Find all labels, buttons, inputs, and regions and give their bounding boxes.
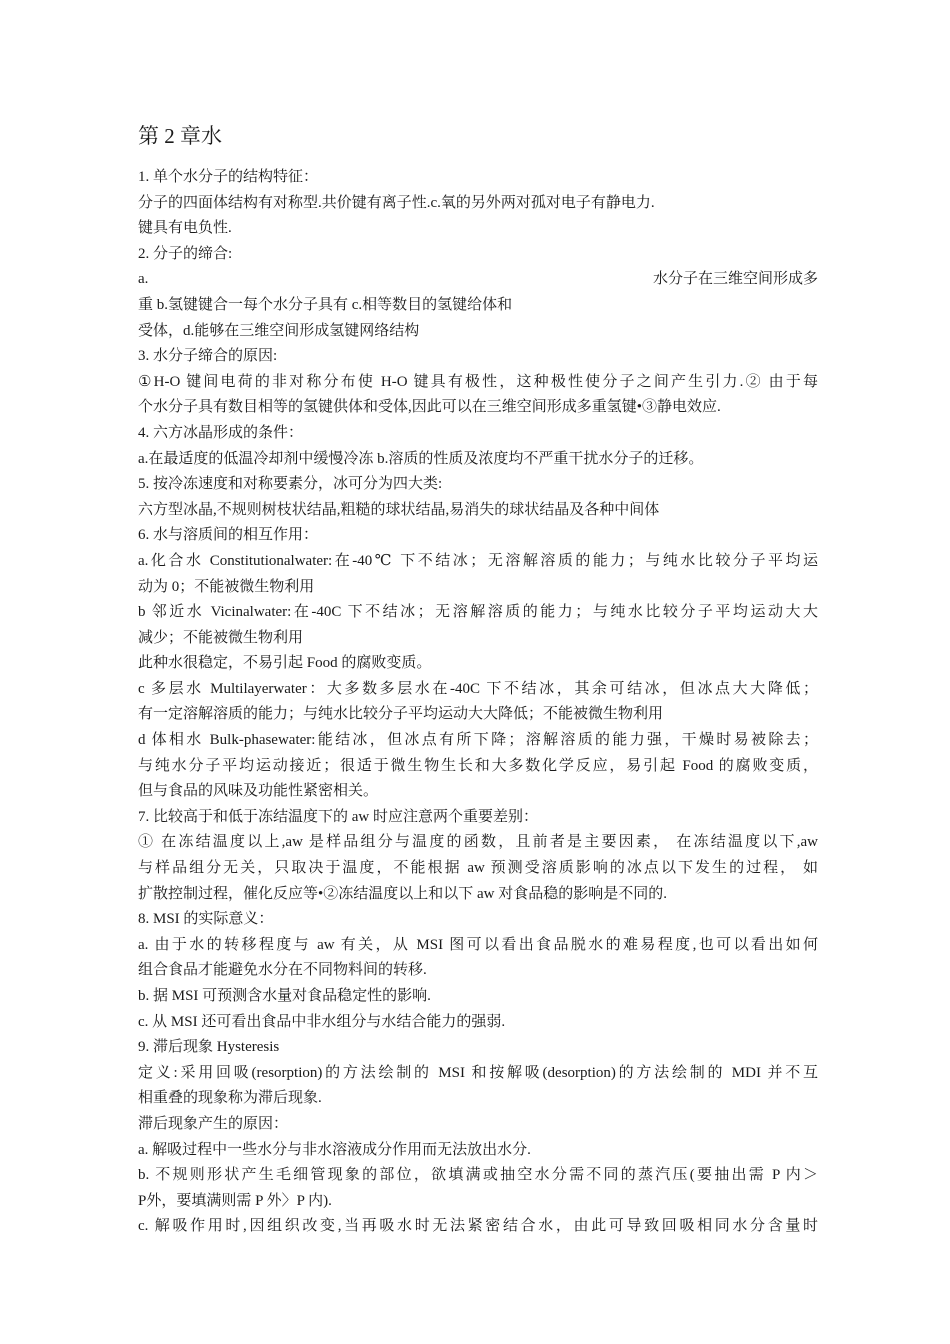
text-line: 键具有电负性. <box>138 220 232 237</box>
text-line: 组合食品才能避免水分在不同物料间的转移. <box>138 962 427 979</box>
text-line: 8. MSI 的实际意义： <box>138 911 274 928</box>
text-line: 滞后现象产生的原因： <box>138 1115 289 1132</box>
text-line: a. 解吸过程中一些水分与非水溶液成分作用而无法放出水分. <box>138 1141 531 1158</box>
text-line: 相重叠的现象称为滞后现象. <box>138 1090 322 1107</box>
document-body <box>138 165 818 1240</box>
text-line: P外，要填满则需 P 外〉P 内). <box>138 1192 332 1209</box>
text-line: a.化合水 Constitutionalwater:在-40℃ 下不结冰；无溶解溶质的能力；与纯水比较分子平均运 <box>138 552 818 569</box>
text-line: 4. 六方冰晶形成的条件： <box>138 424 304 441</box>
text-line: b 邻近水 Vicinalwater:在-40C 下不结冰；无溶解溶质的能力；与纯水比较分子平均运动大大 <box>138 604 818 621</box>
text-line: 个水分子具有数目相等的氢键供体和受体,因此可以在三维空间形成多重氢键•③静电效应. <box>138 399 721 416</box>
text-line: 7. 比较高于和低于冻结温度下的 aw 时应注意两个重要差别： <box>138 808 538 825</box>
text-line: a. 由于水的转移程度与 aw 有关，从 MSI 图可以看出食品脱水的难易程度,也可以看出如何 <box>138 936 818 953</box>
text-line: ① 在冻结温度以上,aw 是样品组分与温度的函数，且前者是主要因素， 在冻结温度以下,aw <box>138 834 818 851</box>
text-line: 分子的四面体结构有对称型.共价键有离子性.c.氧的另外两对孤对电子有静电力. <box>138 194 655 211</box>
chapter-title: 第 2 章水 <box>138 124 222 148</box>
text-line: ①H-O 键间电荷的非对称分布使 H-O 键具有极性，这种极性使分子之间产生引力.② 由于每 <box>138 373 818 390</box>
text-line: 3. 水分子缔合的原因: <box>138 348 278 365</box>
text-line: a.在最适度的低温冷却剂中缓慢冷冻 b.溶质的性质及浓度均不严重干扰水分子的迁移。 <box>138 450 704 467</box>
text-fragment: 水分子在三维空间形成多 <box>652 271 818 288</box>
text-line: c. 从 MSI 还可看出食品中非水组分与水结合能力的强弱. <box>138 1013 506 1030</box>
text-line: d 体相水 Bulk-phasewater:能结冰，但冰点有所下降；溶解溶质的能力强，干燥时易被除去； <box>138 732 818 749</box>
text-line: b. 不规则形状产生毛细管现象的部位，欲填满或抽空水分需不同的蒸汽压(要抽出需 P 内＞ <box>138 1167 818 1184</box>
text-fragment: a. <box>138 271 149 288</box>
text-line: 六方型冰晶,不规则树枝状结晶,粗糙的球状结晶,易消失的球状结晶及各种中间体 <box>138 501 660 518</box>
text-line <box>138 267 818 293</box>
text-line: c 多层水 Multilayerwater：大多数多层水在-40C 下不结冰，其余可结冰，但冰点大大降低； <box>138 680 818 697</box>
text-line: 2. 分子的缔合: <box>138 245 233 262</box>
text-line: 与纯水分子平均运动接近；很适于微生物生长和大多数化学反应，易引起 Food 的腐败变质， <box>138 757 818 774</box>
text-line: 1. 单个水分子的结构特征： <box>138 169 319 185</box>
text-line: 但与食品的风味及功能性紧密相关。 <box>138 783 379 800</box>
text-line: 与样品组分无关，只取决于温度，不能根据 aw 预测受溶质影响的冰点以下发生的过程， 如 <box>138 860 818 877</box>
text-line: 6. 水与溶质间的相互作用： <box>138 527 319 544</box>
text-line: 受体，d.能够在三维空间形成氢键网络结构 <box>138 322 420 339</box>
text-line: 动为 0；不能被微生物利用 <box>138 578 315 595</box>
text-line: 重 b.氢键键合一每个水分子具有 c.相等数目的氢键给体和 <box>138 296 513 313</box>
text-line: 扩散控制过程，催化反应等•②冻结温度以上和以下 aw 对食品稳的影响是不同的. <box>138 885 667 902</box>
text-line: 9. 滞后现象 Hysteresis <box>138 1039 280 1056</box>
text-line: 减少；不能被微生物利用 <box>138 629 304 646</box>
text-line: c. 解吸作用时,因组织改变,当再吸水时无法紧密结合水，由此可导致回吸相同水分含量时 <box>138 1218 818 1235</box>
text-line: 此种水很稳定，不易引起 Food 的腐败变质。 <box>138 655 432 672</box>
text-line: 5. 按冷冻速度和对称要素分，冰可分为四大类: <box>138 476 443 493</box>
text-line: 有一定溶解溶质的能力；与纯水比较分子平均运动大大降低；不能被微生物利用 <box>138 706 664 723</box>
text-line: 定义:采用回吸(resorption)的方法绘制的 MSI 和按解吸(desorption)的方法绘制的 MDI 并不互 <box>138 1064 818 1081</box>
text-line: b. 据 MSI 可预测含水量对食品稳定性的影响. <box>138 988 431 1004</box>
